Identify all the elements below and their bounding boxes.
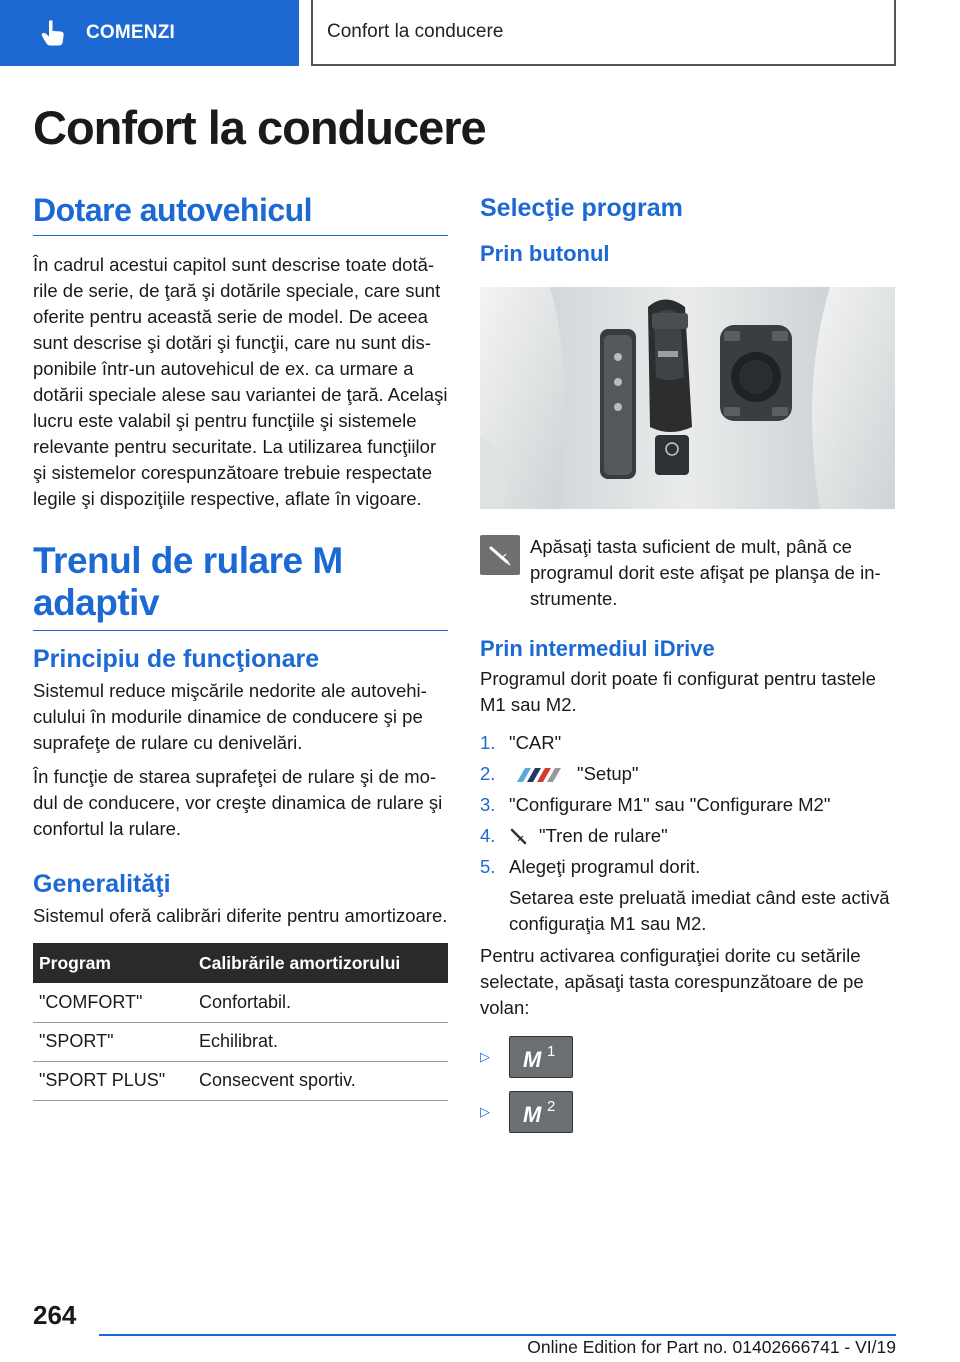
step-text: "CAR" xyxy=(509,732,562,753)
list-item xyxy=(480,1029,895,1084)
table-cell: Consecvent sportiv. xyxy=(193,1061,448,1100)
section-tab-label: COMENZI xyxy=(86,22,176,43)
note-text: Apăsaţi tasta suficient de mult, până ce programul dorit este afişat pe planşa de instrumente. xyxy=(530,536,881,609)
steps-list xyxy=(480,730,895,880)
wrench-icon xyxy=(480,535,520,575)
m1-button-icon xyxy=(509,1036,573,1078)
heading-selectie-program: Selecţie program xyxy=(480,194,683,222)
breadcrumb-label: Confort la conducere xyxy=(327,21,504,42)
center-console-photo xyxy=(480,287,895,509)
right-column xyxy=(480,192,895,1139)
list-item xyxy=(480,761,895,787)
step-text: Alegeţi programul dorit. xyxy=(509,856,701,877)
step-text: "Tren de rulare" xyxy=(539,825,668,846)
list-item xyxy=(480,792,895,818)
m-buttons-list xyxy=(480,1029,895,1139)
table-cell: Confortabil. xyxy=(193,983,448,1022)
table-header-calibrari: Calibrările amortizorului xyxy=(193,943,448,983)
step-text: "Setup" xyxy=(577,763,639,784)
left-column xyxy=(33,192,448,1101)
heading-dotare: Dotare autovehicul xyxy=(33,192,448,236)
step-number: 4. xyxy=(480,825,496,846)
section-tab[interactable] xyxy=(0,0,299,66)
list-item xyxy=(480,1084,895,1139)
paragraph-activare: Pentru activarea configuraţiei dorite cu setările selectate, apăsaţi tasta corespunzătoare de pe volan: xyxy=(480,945,864,1018)
m2-button-icon xyxy=(509,1091,573,1133)
table-row xyxy=(33,983,448,1022)
svg-text:M: M xyxy=(523,1101,542,1127)
list-item xyxy=(480,823,895,849)
table-cell: "COMFORT" xyxy=(33,983,193,1022)
step-number: 1. xyxy=(480,732,496,753)
damper-table xyxy=(33,943,448,1101)
step-number: 2. xyxy=(480,763,496,784)
paragraph-principiu-2: În funcţie de starea suprafeţei de rulare şi de modul de conducere, vor creşte dinamica de rulare şi confortul la rulare. xyxy=(33,766,443,839)
paragraph-principiu-1: Sistemul reduce mişcările nedorite ale autovehiculului în modurile dinamice de conducere şi pe suprafeţe de rulare cu denivelări. xyxy=(33,680,427,753)
bullet-marker: ▷ xyxy=(480,1048,490,1064)
step-number: 5. xyxy=(480,856,496,877)
page-title: Confort la conducere xyxy=(33,101,486,154)
footer-divider xyxy=(99,1334,896,1336)
table-cell: "SPORT PLUS" xyxy=(33,1061,193,1100)
step5-subtext: Setarea este preluată imediat când este activă configuraţia M1 sau M2. xyxy=(509,887,890,934)
suspension-icon xyxy=(509,827,529,847)
pointing-hand-icon xyxy=(38,18,68,48)
table-header-program: Program xyxy=(33,943,193,983)
list-item xyxy=(480,854,895,880)
table-header-row xyxy=(33,943,448,983)
table-row xyxy=(33,1022,448,1061)
paragraph-idrive: Programul dorit poate fi configurat pentru tastele M1 sau M2. xyxy=(480,668,876,715)
table-cell: "SPORT" xyxy=(33,1022,193,1061)
heading-prin-buton: Prin butonul xyxy=(480,241,610,266)
page-number: 264 xyxy=(33,1300,77,1330)
heading-prin-idrive: Prin intermediul iDrive xyxy=(480,636,715,661)
bullet-marker: ▷ xyxy=(480,1103,490,1119)
paragraph-dotare: În cadrul acestui capitol sunt descrise toate dotările de serie, de ţară şi dotările speciale, care sunt oferite pentru această serie de model. De aceea sunt descrise şi dotări şi funcţii, care nu sunt disponibile într-un autovehicul de ex. ca urmare a dotării speciale alese sau variantei de ţară. Acelaşi lucru este valabil şi pentru funcţiile şi sistemele relevante pentru securitate. La utilizarea funcţiilor şi sistemelor corespunzătoare trebuie respectate legile şi dispoziţiile respective, aflate în vigoare. xyxy=(33,254,448,509)
m-stripes-icon xyxy=(509,766,567,784)
step-number: 3. xyxy=(480,794,496,815)
list-item xyxy=(480,730,895,756)
heading-tren-rulare: Trenul de rulare M adaptiv xyxy=(33,540,448,631)
heading-principiu: Principiu de funcţionare xyxy=(33,645,320,673)
breadcrumb xyxy=(311,0,896,66)
svg-text:2: 2 xyxy=(547,1097,556,1115)
svg-text:1: 1 xyxy=(547,1042,556,1060)
paragraph-generalitati: Sistemul oferă calibrări diferite pentru amortizoare. xyxy=(33,905,448,926)
table-cell: Echilibrat. xyxy=(193,1022,448,1061)
table-row xyxy=(33,1061,448,1100)
heading-generalitati: Generalităţi xyxy=(33,870,171,898)
svg-text:M: M xyxy=(523,1046,542,1072)
footer-edition: Online Edition for Part no. 01402666741 - VI/19 xyxy=(527,1337,896,1357)
note-block xyxy=(480,534,895,612)
step-text: "Configurare M1" sau "Configurare M2" xyxy=(509,794,831,815)
